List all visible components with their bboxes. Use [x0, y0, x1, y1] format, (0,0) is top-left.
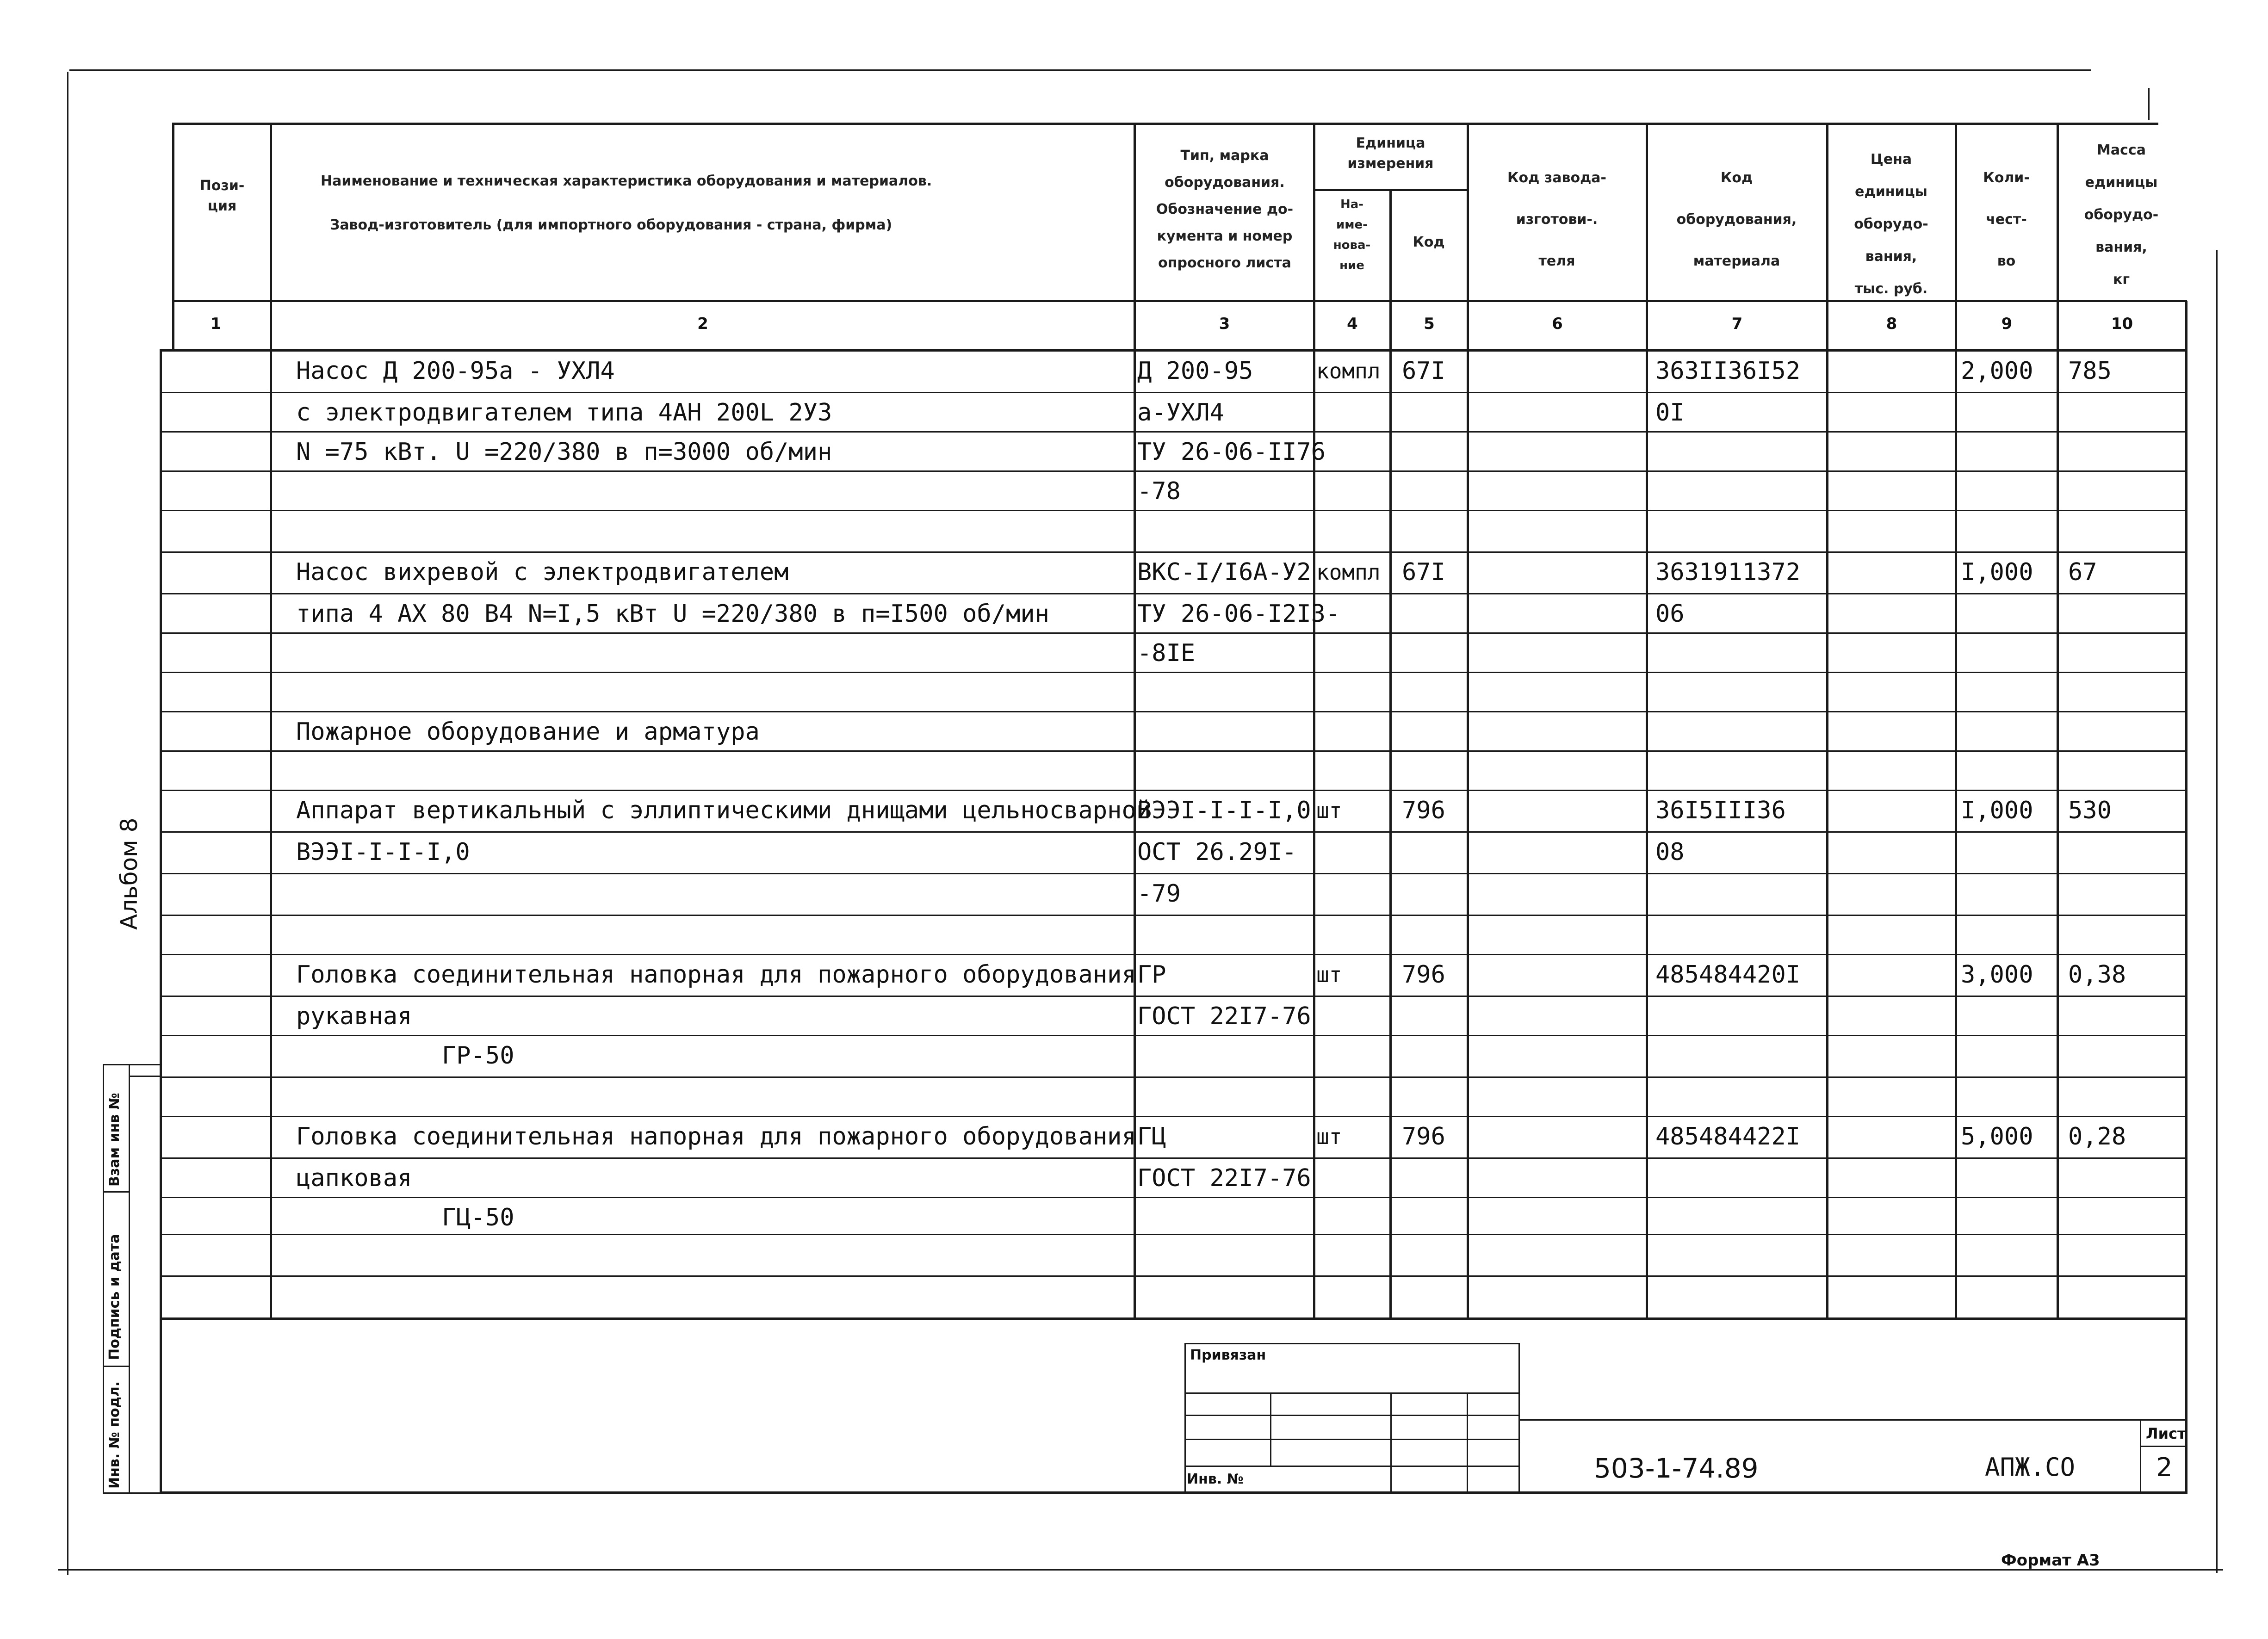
right-frame-line — [2216, 250, 2218, 1573]
stamp-top-line — [103, 1064, 161, 1065]
left-frame-line — [67, 72, 68, 1575]
footer-middle-line — [1520, 1419, 2187, 1421]
row-divider — [160, 915, 2187, 916]
row-20-name: цапковая — [296, 1164, 412, 1192]
row-5-qty: I,000 — [1961, 558, 2033, 586]
row-divider — [160, 873, 2187, 874]
row-19-mass: 0,28 — [2068, 1123, 2126, 1150]
col-number-2: 2 — [697, 315, 708, 333]
row-0-type: Д 200-95 — [1137, 357, 1253, 385]
stamp-vzam: Взам инв № — [106, 1093, 123, 1187]
row-19-name: Головка соединительная напорная для пожарного оборудования — [296, 1123, 1136, 1150]
row-17-name: ГР-50 — [442, 1042, 514, 1070]
row-divider — [160, 1116, 2187, 1117]
row-19-unit: шт — [1316, 1124, 1342, 1149]
row-1-equip-code: 0I — [1655, 399, 1685, 427]
row-15-unit: шт — [1316, 962, 1342, 987]
doc-number: 503-1-74.89 — [1594, 1453, 1759, 1484]
col-border-8 — [1955, 123, 1957, 1320]
row-divider — [160, 1157, 2187, 1159]
row-divider — [160, 831, 2187, 833]
bottom-frame-line — [58, 1569, 2223, 1571]
row-21-name: ГЦ-50 — [442, 1204, 514, 1231]
header-price: Цена единицы оборудо- вания, тыс. руб. — [1854, 151, 1928, 297]
privyazan-col-1 — [1270, 1392, 1271, 1466]
header-qty: Коли- чест- во — [1983, 170, 2030, 269]
row-divider — [160, 996, 2187, 997]
row-12-equip-code: 08 — [1655, 838, 1685, 866]
row-5-type: ВКС-I/I6А-У2 — [1137, 558, 1311, 586]
row-15-code: 796 — [1402, 961, 1445, 989]
row-12-type: ОСТ 26.29I- — [1137, 838, 1297, 866]
stamp-left-line — [103, 1064, 104, 1493]
privyazan-label: Привязан — [1190, 1347, 1266, 1363]
row-0-code: 67I — [1402, 357, 1445, 385]
row-11-mass: 530 — [2068, 797, 2112, 824]
privyazan-row-2 — [1184, 1415, 1520, 1416]
stamp-div-1 — [103, 1191, 130, 1193]
col-border-1 — [270, 123, 272, 1320]
row-5-name: Насос вихревой с электродвигателем — [296, 558, 789, 586]
col-border-0b — [160, 349, 162, 1492]
privyazan-row-1 — [1184, 1392, 1520, 1394]
privyazan-top — [1184, 1343, 1520, 1344]
number-row-bottom-border — [160, 349, 2187, 352]
row-12-name: ВЭЭI-I-I-I,0 — [296, 838, 470, 866]
row-divider — [160, 470, 2187, 472]
header-unit-code: Код — [1413, 234, 1445, 250]
row-19-code: 796 — [1402, 1123, 1445, 1150]
row-0-name: Насос Д 200-95а - УХЛ4 — [296, 357, 615, 385]
row-divider — [160, 1076, 2187, 1078]
row-3-type: -78 — [1137, 477, 1181, 505]
row-5-unit: компл — [1316, 560, 1381, 585]
inv-no-label: Инв. № — [1187, 1471, 1244, 1487]
row-11-unit: шт — [1316, 798, 1342, 823]
col-border-9 — [2057, 123, 2059, 1320]
row-0-mass: 785 — [2068, 357, 2112, 385]
format-label: Формат А3 — [2001, 1551, 2100, 1570]
row-divider — [160, 672, 2187, 673]
privyazan-left — [1184, 1343, 1186, 1492]
privyazan-col-3 — [1467, 1392, 1468, 1492]
sheet-box-mid — [2140, 1446, 2187, 1447]
sheet-label: Лист — [2146, 1425, 2186, 1442]
header-mass: Масса единицы оборудо- вания, кг — [2084, 142, 2159, 288]
row-11-qty: I,000 — [1961, 797, 2033, 824]
row-divider — [160, 954, 2187, 955]
row-0-unit: компл — [1316, 359, 1381, 383]
row-divider — [160, 632, 2187, 634]
table-bottom-border — [160, 1317, 2187, 1320]
col-number-6: 6 — [1552, 315, 1563, 333]
privyazan-row-3 — [1184, 1439, 1520, 1440]
row-2-name: N =75 кВт. U =220/380 в п=3000 об/мин — [296, 438, 832, 466]
stamp-div-2 — [103, 1366, 130, 1367]
table-top-border — [172, 123, 2158, 125]
row-15-qty: 3,000 — [1961, 961, 2033, 989]
row-6-type: ТУ 26-06-I2I3- — [1137, 600, 1340, 628]
row-11-code: 796 — [1402, 797, 1445, 824]
col-border-6 — [1646, 123, 1648, 1320]
col-number-3: 3 — [1219, 315, 1230, 333]
row-divider — [160, 711, 2187, 712]
row-5-code: 67I — [1402, 558, 1445, 586]
header-position: Пози- ция — [199, 178, 245, 214]
header-type: Тип, марка оборудования. Обозначение до- кумента и номер опросного листа — [1156, 148, 1294, 271]
row-divider — [160, 510, 2187, 511]
row-11-name: Аппарат вертикальный с эллиптическими днищами цельносварной — [296, 797, 1151, 824]
row-20-type: ГОСТ 22I7-76 — [1137, 1164, 1311, 1192]
stamp-bottom-line — [103, 1492, 161, 1494]
row-1-name: с электродвигателем типа 4АН 200L 2У3 — [296, 399, 832, 427]
unit-sub-header-line — [1313, 189, 1468, 191]
row-1-type: а-УХЛ4 — [1137, 399, 1224, 427]
sheet-box-left — [2140, 1419, 2141, 1492]
col-border-5 — [1467, 123, 1469, 1320]
row-5-mass: 67 — [2068, 558, 2097, 586]
row-11-type: ВЭЭI-I-I-I,0 — [1137, 797, 1311, 824]
row-15-name: Головка соединительная напорная для пожарного оборудования — [296, 961, 1136, 989]
privyazan-right — [1518, 1343, 1520, 1492]
header-equip-code: Код оборудования, материала — [1676, 170, 1797, 269]
top-frame-line — [69, 69, 2091, 71]
stamp-row-line — [129, 1076, 161, 1077]
header-name-line2: Завод-изготовитель (для импортного оборудования - страна, фирма) — [330, 217, 892, 233]
footer-bottom-line — [160, 1491, 2187, 1494]
col-number-1: 1 — [210, 315, 222, 333]
row-16-type: ГОСТ 22I7-76 — [1137, 1002, 1311, 1030]
row-0-equip-code: 363II36I52 — [1655, 357, 1801, 385]
header-unit: Единица измерения — [1347, 135, 1434, 172]
col-border-10 — [2185, 301, 2187, 1493]
row-divider — [160, 1275, 2187, 1277]
right-tick-line — [2148, 88, 2150, 120]
col-number-10: 10 — [2111, 315, 2133, 333]
privyazan-row-4 — [1184, 1466, 1520, 1467]
row-15-mass: 0,38 — [2068, 961, 2126, 989]
col-number-7: 7 — [1731, 315, 1743, 333]
row-0-qty: 2,000 — [1961, 357, 2033, 385]
row-16-name: рукавная — [296, 1002, 412, 1030]
row-divider — [160, 750, 2187, 752]
doc-code: АПЖ.СО — [1985, 1453, 2076, 1482]
row-15-type: ГР — [1137, 961, 1166, 989]
row-divider — [160, 551, 2187, 553]
stamp-inv: Инв. № подл. — [106, 1381, 123, 1489]
row-11-equip-code: 36I5III36 — [1655, 797, 1786, 824]
row-19-equip-code: 485484422I — [1655, 1123, 1801, 1150]
col-number-5: 5 — [1424, 315, 1435, 333]
row-7-type: -8IЕ — [1137, 639, 1196, 667]
stamp-podpis: Подпись и дата — [106, 1234, 123, 1360]
row-5-equip-code: 3631911372 — [1655, 558, 1801, 586]
header-factory-code: Код завода- изготови-. теля — [1507, 170, 1606, 269]
row-6-equip-code: 06 — [1655, 600, 1685, 628]
header-name-line1: Наименование и техническая характеристика оборудования и материалов. — [321, 173, 932, 189]
row-divider — [160, 392, 2187, 393]
row-2-type: ТУ 26-06-II76 — [1137, 438, 1326, 466]
row-19-type: ГЦ — [1137, 1123, 1166, 1150]
col-number-4: 4 — [1347, 315, 1358, 333]
album-label: Альбом 8 — [116, 817, 143, 930]
row-9-name: Пожарное оборудование и арматура — [296, 718, 760, 746]
row-6-name: типа 4 АХ 80 В4 N=I,5 кВт U =220/380 в п=I500 об/мин — [296, 600, 1049, 628]
row-divider — [160, 1197, 2187, 1198]
header-unit-name: На- име- нова- ние — [1333, 198, 1371, 272]
col-number-8: 8 — [1886, 315, 1897, 333]
privyazan-col-2 — [1390, 1392, 1392, 1492]
col-border-3 — [1313, 123, 1315, 1320]
row-divider — [160, 431, 2187, 433]
row-divider — [160, 790, 2187, 791]
row-divider — [160, 1234, 2187, 1235]
row-15-equip-code: 485484420I — [1655, 961, 1801, 989]
col-number-9: 9 — [2001, 315, 2013, 333]
sheet-number: 2 — [2156, 1453, 2173, 1483]
row-divider — [160, 593, 2187, 594]
row-19-qty: 5,000 — [1961, 1123, 2033, 1150]
row-13-type: -79 — [1137, 880, 1181, 908]
row-divider — [160, 1035, 2187, 1036]
stamp-mid-line — [129, 1064, 130, 1493]
col-border-4 — [1389, 190, 1392, 1320]
